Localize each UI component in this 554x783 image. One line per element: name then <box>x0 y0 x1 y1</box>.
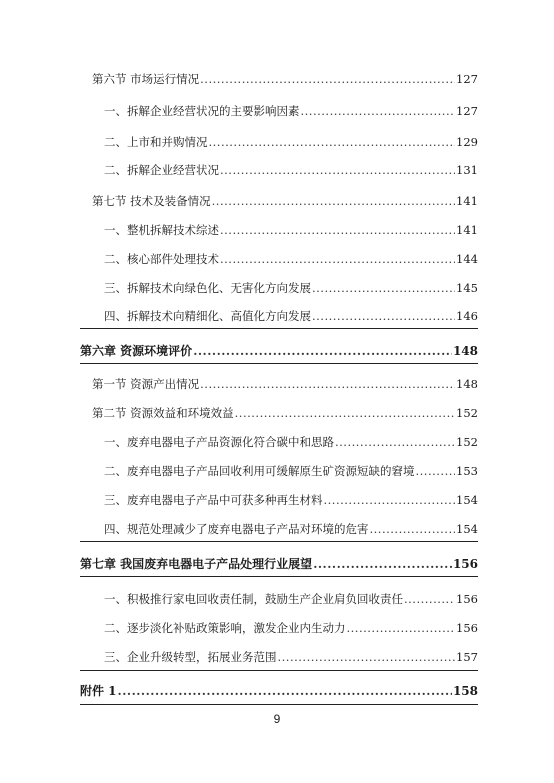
toc-entry-title: 三、企业升级转型，拓展业务范围 <box>104 650 277 664</box>
toc-entry-page: 148 <box>452 344 478 358</box>
toc-entry-title: 附件 1 <box>80 684 117 698</box>
toc-entry-section-7-2[interactable] <box>80 402 478 420</box>
toc-entry-item[interactable] <box>80 460 478 478</box>
toc-entry-page: 154 <box>456 493 478 507</box>
toc-entry-title: 第一节 资源产出情况 <box>92 377 200 391</box>
toc-entry-chapter-6[interactable] <box>80 340 478 358</box>
toc-leader-dots <box>278 650 456 664</box>
toc-entry-item[interactable] <box>80 489 478 507</box>
toc-leader-dots <box>209 135 456 149</box>
toc-entry-title: 二、上市和并购情况 <box>104 135 208 149</box>
toc-entry-title: 第六章 资源环境评价 <box>80 344 193 358</box>
toc-leader-dots <box>212 194 455 208</box>
toc-leader-dots <box>404 592 455 606</box>
toc-entry-page: 152 <box>456 435 478 449</box>
toc-entry-item[interactable] <box>80 100 478 118</box>
chapter-divider <box>80 704 478 705</box>
toc-leader-dots <box>220 223 455 237</box>
toc-entry-chapter-7[interactable] <box>80 553 478 571</box>
toc-leader-dots <box>235 406 455 420</box>
toc-entry-title: 第二节 资源效益和环境效益 <box>92 406 234 420</box>
toc-leader-dots <box>220 252 455 266</box>
toc-entry-item[interactable] <box>80 617 478 635</box>
toc-entry-title: 第七节 技术及装备情况 <box>92 194 211 208</box>
toc-entry-item[interactable] <box>80 248 478 266</box>
toc-leader-dots <box>220 163 455 177</box>
toc-leader-dots <box>301 104 456 118</box>
toc-entry-item[interactable] <box>80 646 478 664</box>
toc-entry-page: 148 <box>456 377 478 391</box>
toc-entry-title: 一、废弃电器电子产品资源化符合碳中和思路 <box>104 435 334 449</box>
toc-leader-dots <box>118 684 452 698</box>
toc-entry-title: 第七章 我国废弃电器电子产品处理行业展望 <box>80 557 313 571</box>
toc-entry-page: 158 <box>452 684 478 698</box>
chapter-divider <box>80 363 478 364</box>
toc-entry-title: 二、核心部件处理技术 <box>104 252 219 266</box>
toc-entry-item[interactable] <box>80 588 478 606</box>
toc-leader-dots <box>324 493 456 507</box>
toc-entry-item[interactable] <box>80 431 478 449</box>
toc-entry-section-7-1[interactable] <box>80 373 478 391</box>
toc-entry-title: 一、拆解企业经营状况的主要影响因素 <box>104 104 300 118</box>
toc-leader-dots <box>347 621 456 635</box>
toc-entry-page: 129 <box>456 135 478 149</box>
toc-entry-page: 145 <box>456 281 478 295</box>
toc-entry-page: 156 <box>452 557 478 571</box>
toc-entry-title: 一、整机拆解技术综述 <box>104 223 219 237</box>
toc-entry-title: 一、积极推行家电回收责任制，鼓励生产企业肩负回收责任 <box>104 592 403 606</box>
toc-entry-page: 127 <box>456 104 478 118</box>
toc-entry-title: 二、逐步淡化补贴政策影响，激发企业内生动力 <box>104 621 346 635</box>
toc-entry-page: 153 <box>456 464 478 478</box>
toc-entry-page: 154 <box>456 522 478 536</box>
toc-leader-dots <box>200 72 455 86</box>
toc-entry-title: 四、拆解技术向精细化、高值化方向发展 <box>104 309 311 323</box>
toc-entry-page: 156 <box>456 592 478 606</box>
toc-entry-title: 二、拆解企业经营状况 <box>104 163 219 177</box>
toc-entry-item[interactable] <box>80 305 478 323</box>
page-number: 9 <box>273 712 281 726</box>
chapter-divider <box>80 576 478 577</box>
toc-leader-dots <box>335 435 455 449</box>
toc-entry-title: 四、规范处理减少了废弃电器电子产品对环境的危害 <box>104 522 369 536</box>
toc-leader-dots <box>312 281 455 295</box>
chapter-divider <box>80 670 478 671</box>
toc-entry-page: 157 <box>456 650 478 664</box>
toc-entry-title: 第六节 市场运行情况 <box>92 72 200 86</box>
chapter-divider <box>80 328 478 329</box>
toc-entry-page: 146 <box>456 309 478 323</box>
toc-entry-page: 141 <box>456 223 478 237</box>
toc-entry-page: 127 <box>456 72 478 86</box>
toc-entry-title: 三、废弃电器电子产品中可获多种再生材料 <box>104 493 323 507</box>
toc-entry-item[interactable] <box>80 518 478 536</box>
toc-leader-dots <box>313 557 452 571</box>
toc-entry-item[interactable] <box>80 131 478 149</box>
toc-entry-item[interactable] <box>80 219 478 237</box>
toc-entry-page: 156 <box>456 621 478 635</box>
toc-entry-section-6-6[interactable] <box>80 68 478 86</box>
toc-entry-item[interactable] <box>80 159 478 177</box>
toc-entry-appendix-1[interactable] <box>80 680 478 698</box>
toc-leader-dots <box>416 464 456 478</box>
toc-entry-page: 141 <box>456 194 478 208</box>
toc-entry-item[interactable] <box>80 277 478 295</box>
toc-entry-page: 131 <box>456 163 478 177</box>
toc-entry-section-6-7[interactable] <box>80 190 478 208</box>
toc-leader-dots <box>312 309 455 323</box>
toc-entry-title: 三、拆解技术向绿色化、无害化方向发展 <box>104 281 311 295</box>
toc-leader-dots <box>370 522 456 536</box>
chapter-divider <box>80 541 478 542</box>
toc-leader-dots <box>200 377 455 391</box>
toc-entry-title: 二、废弃电器电子产品回收利用可缓解原生矿资源短缺的窘境 <box>104 464 415 478</box>
toc-leader-dots <box>193 344 452 358</box>
toc-entry-page: 152 <box>456 406 478 420</box>
toc-entry-page: 144 <box>456 252 478 266</box>
